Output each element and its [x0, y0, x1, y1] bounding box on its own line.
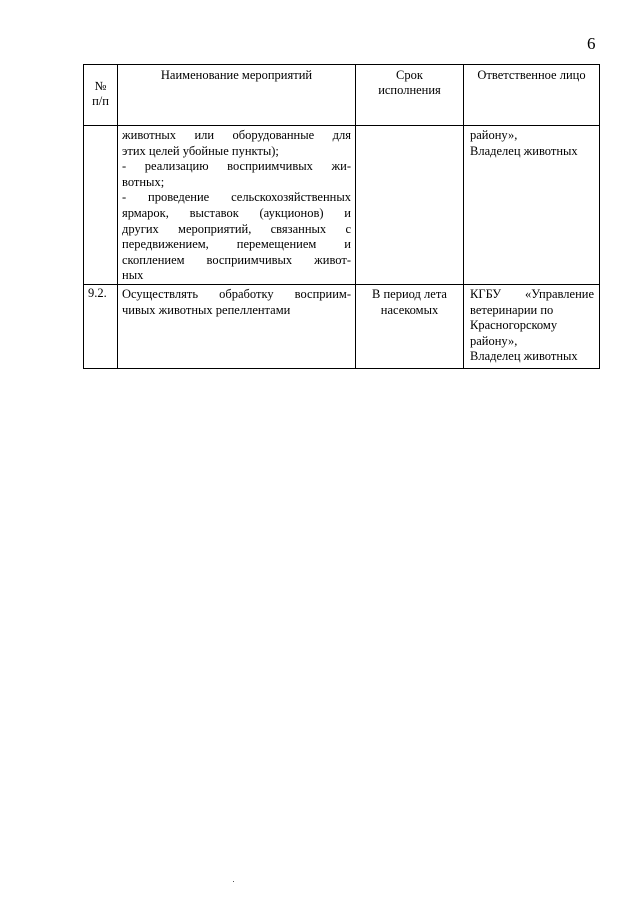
header-deadline — [356, 65, 464, 126]
header-deadline-line1: Срок — [396, 68, 423, 82]
scan-speck — [233, 881, 234, 882]
responsible-line: Владелец животных — [470, 349, 578, 364]
row-deadline — [356, 284, 464, 368]
measure-line: других мероприятий, связанных с — [122, 221, 351, 236]
measure-line: ных — [122, 268, 144, 283]
row-responsible — [464, 126, 600, 285]
header-number-abbr: п/п — [92, 94, 109, 108]
responsible-line: ветеринарии по — [470, 302, 554, 317]
measure-line: Осуществлять обработку восприим- — [122, 286, 351, 301]
responsible-line: Владелец животных — [470, 143, 578, 158]
deadline-line: В период лета — [372, 286, 447, 301]
row-number — [84, 126, 118, 285]
measure-line: чивых животных репеллентами — [122, 302, 291, 317]
measures-table — [83, 64, 600, 369]
measure-line: передвижением, перемещением и — [122, 237, 351, 252]
deadline-line: насекомых — [380, 302, 439, 317]
row-number: 9.2. — [84, 284, 118, 368]
responsible-line: району», — [470, 128, 518, 142]
row-responsible — [464, 284, 600, 368]
responsible-line: району», — [470, 333, 518, 348]
row-measure-text — [118, 126, 356, 285]
measure-line: - реализацию восприимчивых жи- — [122, 159, 351, 174]
row-deadline — [356, 126, 464, 285]
table-row — [84, 126, 600, 285]
measure-line: вотных; — [122, 174, 165, 189]
table-header-row — [84, 65, 600, 126]
header-measures-name: Наименование мероприятий — [118, 65, 356, 126]
measure-line: - проведение сельскохозяйственных — [122, 190, 351, 205]
page-number: 6 — [587, 34, 596, 53]
row-measure-text — [118, 284, 356, 368]
header-number — [84, 65, 118, 126]
measure-line: скоплением восприимчивых живот- — [122, 252, 351, 267]
header-responsible: Ответственное лицо — [464, 65, 600, 126]
measure-line: животных или оборудованные для — [122, 128, 351, 142]
measure-line: этих целей убойные пункты); — [122, 143, 279, 158]
responsible-line: Красногорскому — [470, 318, 558, 333]
table-row — [84, 284, 600, 368]
responsible-line: КГБУ «Управление — [470, 286, 594, 301]
measure-line: ярмарок, выставок (аукционов) и — [122, 205, 351, 220]
header-deadline-line2: исполнения — [378, 83, 441, 97]
header-number-sign: № — [94, 79, 107, 93]
